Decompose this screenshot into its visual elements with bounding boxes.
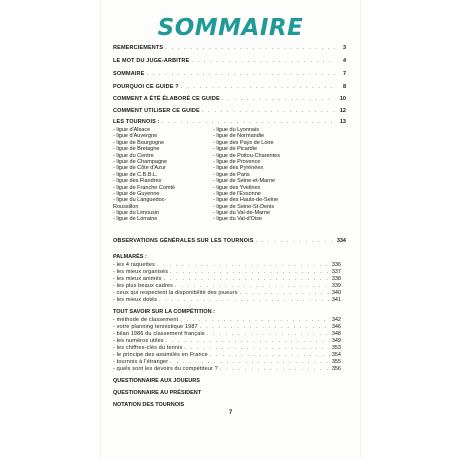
- ligue-item[interactable]: - ligue de C.B.B.L.: [113, 171, 158, 178]
- ligue-item[interactable]: - ligue de Picardie: [213, 146, 258, 153]
- toc-subentry[interactable]: - quels sont les devoirs du compétiteur ? . . . 356: [113, 364, 341, 375]
- toc-entry-questionnaire-president[interactable]: QUESTIONNAIRE AU PRÉSIDENT: [113, 390, 202, 396]
- page-title: SOMMAIRE: [157, 15, 304, 41]
- toc-entry[interactable]: [113, 43, 346, 54]
- ligue-item[interactable]: - ligue de Champagne: [113, 158, 168, 165]
- toc-entry-notation-tournois[interactable]: NOTATION DES TOURNOIS: [113, 402, 185, 408]
- ligue-item[interactable]: - ligue du Val-de-Marne: [213, 210, 271, 217]
- ligue-item[interactable]: - ligue d'Alsace: [113, 127, 151, 133]
- toc-entry[interactable]: [113, 56, 346, 67]
- toc-entry-title: COMMENT UTILISER CE GUIDE: [113, 108, 200, 114]
- ligue-item[interactable]: - ligue de l'Essonne: [213, 190, 261, 197]
- ligue-item[interactable]: - ligue du Lyonnais: [213, 127, 259, 133]
- ligue-item[interactable]: - ligue des Yvelines: [213, 184, 261, 191]
- ligue-item[interactable]: - ligue de Normandie: [213, 133, 265, 140]
- ligue-item[interactable]: - ligue du Languedoc-: [113, 197, 167, 204]
- ligue-item[interactable]: - ligue de Seine-et-Marne: [213, 178, 276, 185]
- toc-subentry[interactable]: - votre planning tennistique 1987 . . . 346: [113, 322, 341, 333]
- toc-entry-page: 10: [339, 96, 346, 102]
- ligue-item[interactable]: - ligue de Seine-St-Denis: [213, 203, 275, 210]
- ligue-item[interactable]: - ligue de Poitou-Charentes: [213, 152, 280, 159]
- ligue-item[interactable]: - ligue de Bourgogne: [113, 139, 165, 146]
- toc-entry-title: OBSERVATIONS GÉNÉRALES SUR LES TOURNOIS: [113, 238, 254, 244]
- toc-entry[interactable]: [113, 82, 346, 93]
- document-page: [101, 0, 360, 458]
- toc-entry-title: LE MOT DU JUGE-ARBITRE: [113, 58, 190, 64]
- ligue-item[interactable]: - ligue de Lorraine: [113, 216, 158, 223]
- ligue-item[interactable]: - ligue de Franche Comté: [113, 184, 176, 191]
- toc-subentry[interactable]: - bilan 1986 du classement français . . . 348: [113, 329, 341, 340]
- toc-entry[interactable]: [113, 69, 346, 80]
- ligue-item[interactable]: - ligue de Bretagne: [113, 146, 160, 153]
- toc-subentry[interactable]: - les plus beaux cadres . . . 339: [113, 281, 341, 292]
- toc-entry[interactable]: [113, 106, 346, 117]
- toc-subentry[interactable]: - le principe des assimilés en France . . . 354: [113, 350, 341, 361]
- toc-subentry[interactable]: - les chiffres-clés du tennis . . . 353: [113, 343, 341, 354]
- ligue-item[interactable]: Roussillon: [113, 203, 139, 210]
- toc-entry-title: SOMMAIRE: [113, 71, 145, 77]
- toc-entry-page: 8: [342, 84, 346, 90]
- toc-entry-page: 13: [339, 119, 346, 125]
- toc-subentry[interactable]: - tournois à l'étranger . . . 355: [113, 357, 341, 368]
- toc-subentry[interactable]: - les mieux organisés . . . 337: [113, 267, 341, 278]
- toc-subentry[interactable]: - méthode de classement . . . 342: [113, 315, 341, 326]
- toc-entry-observations[interactable]: [113, 236, 346, 247]
- toc-entry-title: COMMENT A ÉTÉ ÉLABORÉ CE GUIDE: [113, 96, 220, 102]
- ligue-item[interactable]: - ligue de Côte d'Azur: [113, 165, 166, 172]
- toc-subentry[interactable]: - les mieux dotés . . . 341: [113, 295, 341, 306]
- ligue-item[interactable]: - ligue du Val-d'Oise: [213, 216, 262, 223]
- toc-entry-page: 334: [336, 238, 346, 244]
- ligue-item[interactable]: - ligue des Flandres: [113, 178, 162, 185]
- ligue-item[interactable]: - ligue de Provence: [213, 158, 261, 165]
- ligue-item[interactable]: - ligue de Paris: [213, 171, 250, 178]
- section-heading-competition: TOUT SAVOIR SUR LA COMPÉTITION :: [113, 309, 215, 315]
- toc-entry-title: LES TOURNOIS :: [113, 119, 160, 125]
- toc-entry-page: 12: [339, 108, 346, 114]
- ligues-right-column: [213, 127, 280, 223]
- ligue-item[interactable]: - ligue du Limousin: [113, 210, 160, 217]
- page-number: 7: [228, 410, 233, 416]
- toc-subentry[interactable]: - les numéros utiles . . . 349: [113, 336, 341, 347]
- ligue-item[interactable]: - ligue des Hauts-de-Seine: [213, 197, 279, 204]
- toc-entry-questionnaire-joueurs[interactable]: QUESTIONNAIRE AUX JOUEURS: [113, 378, 200, 384]
- toc-entry-page: 3: [342, 45, 346, 51]
- toc-subentry[interactable]: - ceux qui respectent la disponibilité des joueurs . . . 340: [113, 288, 341, 299]
- toc-entry-page: 7: [342, 71, 346, 77]
- ligue-item[interactable]: - ligue d'Auvergne: [113, 133, 158, 140]
- toc-entry-title: REMERCIEMENTS: [113, 45, 164, 51]
- toc-subentry[interactable]: - les 4 raquettes . . . 336: [113, 260, 341, 271]
- ligue-item[interactable]: - ligue du Centre: [113, 152, 154, 159]
- toc-entry-page: 4: [342, 58, 346, 64]
- ligue-item[interactable]: - ligue des Pays de Loire: [213, 139, 274, 146]
- ligue-item[interactable]: - ligue des Pyrénées: [213, 165, 264, 172]
- toc-entry-title: POURQUOI CE GUIDE ?: [113, 84, 179, 90]
- toc-entry[interactable]: [113, 94, 346, 105]
- ligue-item[interactable]: - ligue de Guyenne: [113, 190, 160, 197]
- ligues-left-column: [113, 127, 175, 223]
- toc-subentry[interactable]: - les mieux animés . . . 338: [113, 274, 341, 285]
- section-heading-palmares: PALMARÈS :: [113, 254, 147, 260]
